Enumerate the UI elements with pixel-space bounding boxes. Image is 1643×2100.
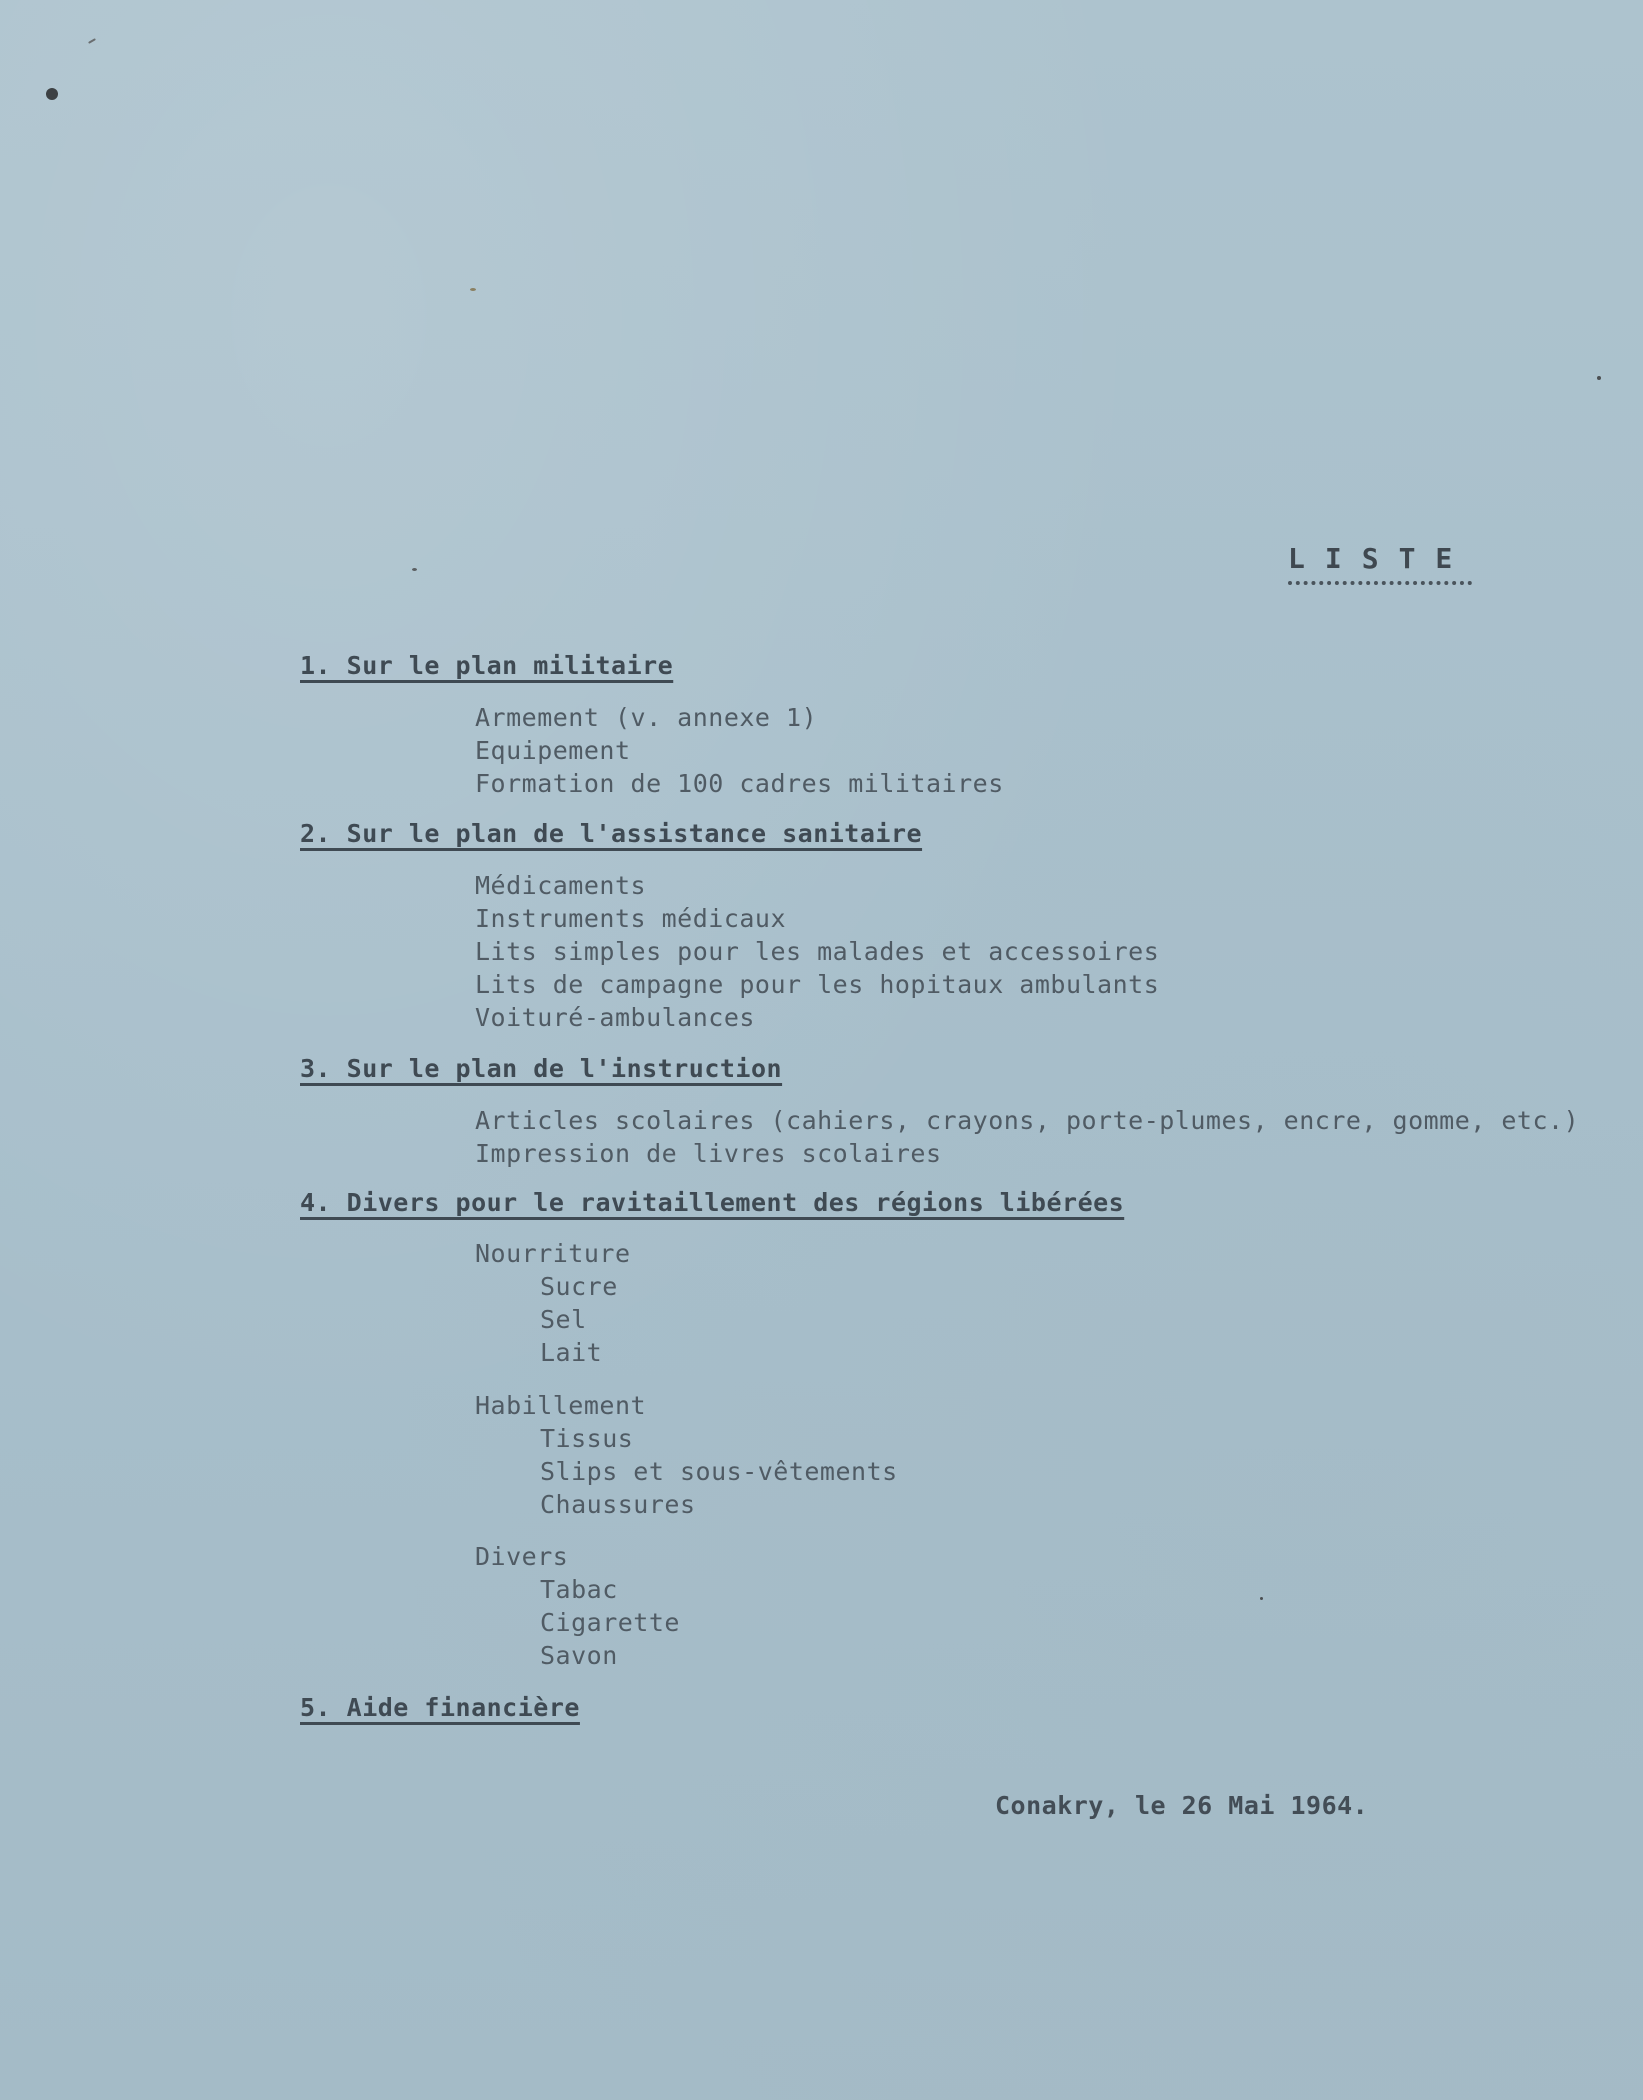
section-1-item: Formation de 100 cadres militaires xyxy=(475,769,1004,798)
section-3-item: Articles scolaires (cahiers, crayons, porte-plumes, encre, gomme, etc.) xyxy=(475,1106,1580,1135)
group-item: Tissus xyxy=(540,1424,634,1453)
ink-speck xyxy=(1260,1597,1263,1600)
group-item: Cigarette xyxy=(540,1608,680,1637)
section-2-item: Instruments médicaux xyxy=(475,904,787,933)
section-4-heading: 4. Divers pour le ravitaillement des régions libérées xyxy=(300,1188,1125,1217)
section-3-item: Impression de livres scolaires xyxy=(475,1139,942,1168)
ink-speck xyxy=(88,38,96,44)
group-item: Sel xyxy=(540,1305,587,1334)
section-2-heading: 2. Sur le plan de l'assistance sanitaire xyxy=(300,819,923,848)
section-2-item: Lits simples pour les malades et accessoires xyxy=(475,937,1160,966)
group-item: Sucre xyxy=(540,1272,618,1301)
group-item: Tabac xyxy=(540,1575,618,1604)
section-2-item: Voituré-ambulances xyxy=(475,1003,755,1032)
group-label-nourriture: Nourriture xyxy=(475,1239,631,1268)
ink-speck xyxy=(412,568,417,571)
section-2-item: Lits de campagne pour les hopitaux ambulants xyxy=(475,970,1160,999)
group-label-habillement: Habillement xyxy=(475,1391,647,1420)
document-title: LISTE xyxy=(1288,543,1472,585)
section-1-heading: 1. Sur le plan militaire xyxy=(300,651,674,680)
ink-speck xyxy=(1597,376,1601,380)
section-2-item: Médicaments xyxy=(475,871,647,900)
place-date: Conakry, le 26 Mai 1964. xyxy=(995,1791,1369,1820)
ink-speck xyxy=(470,288,476,291)
section-5-heading: 5. Aide financière xyxy=(300,1693,580,1722)
group-item: Savon xyxy=(540,1641,618,1670)
group-item: Lait xyxy=(540,1338,603,1367)
section-3-heading: 3. Sur le plan de l'instruction xyxy=(300,1054,783,1083)
section-1-item: Armement (v. annexe 1) xyxy=(475,703,818,732)
group-item: Chaussures xyxy=(540,1490,696,1519)
section-1-item: Equipement xyxy=(475,736,631,765)
group-label-divers: Divers xyxy=(475,1542,569,1571)
ink-speck xyxy=(46,88,58,100)
group-item: Slips et sous-vêtements xyxy=(540,1457,898,1486)
